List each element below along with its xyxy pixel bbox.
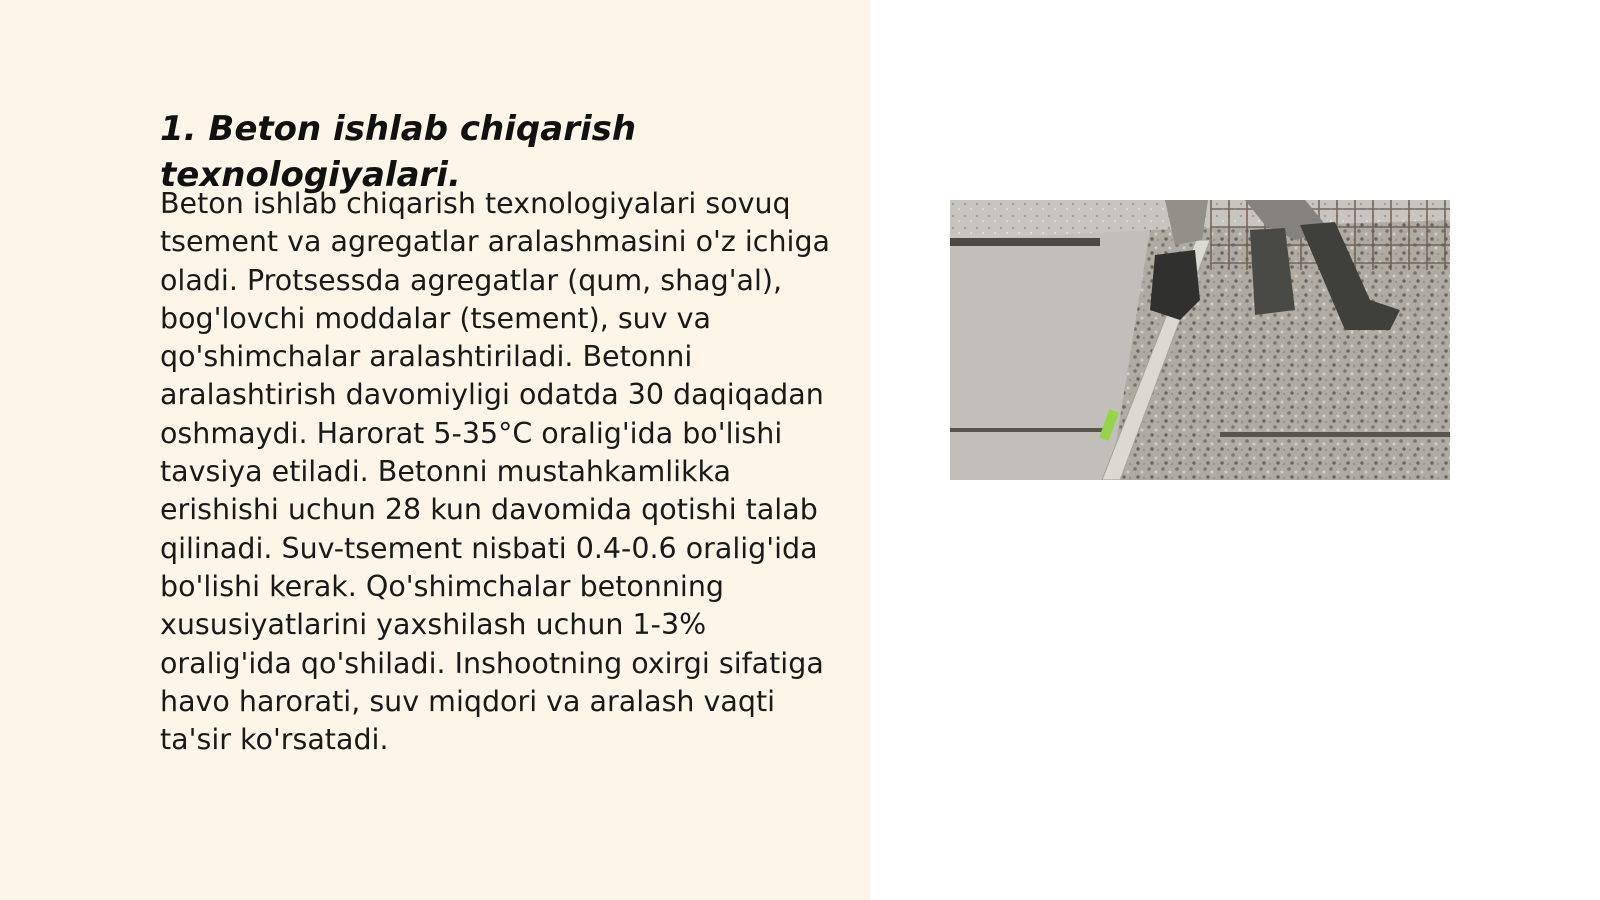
concrete-pouring-photo (950, 200, 1450, 480)
slide-title: 1. Beton ishlab chiqarish texnologiyalari. (160, 109, 637, 195)
slide-body-text: Beton ishlab chiqarish texnologiyalari sovuq tsement va agregatlar aralashmasini o'z ichiga oladi. Protsessda agregatlar (qum, shag'al), bog'lovchi moddalar (tsement), suv va qo'shimchalar aralashtiriladi. Betonni aralashtirish davomiyligi odatda 30 daqiqadan oshmaydi. Harorat 5-35°C oralig'ida bo'lishi tavsiya etiladi. Betonni mustahkamlikka erishishi uchun 28 kun davomida qotishi talab qilinadi. Suv-tsement nisbati 0.4-0.6 oralig'ida bo'lishi kerak. Qo'shimchalar betonning xususiyatlarini yaxshilash uchun 1-3% oralig'ida qo'shiladi. Inshootning oxirgi sifatiga havo harorati, suv miqdori va aralash vaqti ta'sir ko'rsatadi. (160, 187, 831, 757)
